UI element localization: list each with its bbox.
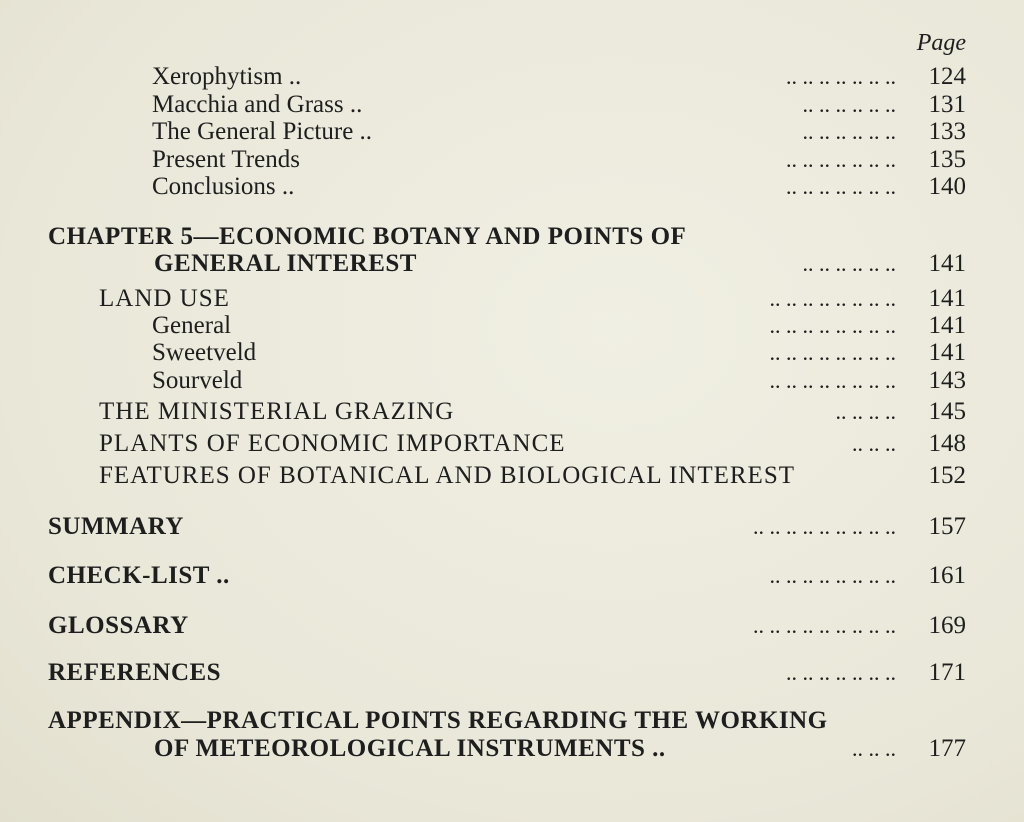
- toc-page-number: 141: [928, 285, 966, 312]
- toc-entry-label: Xerophytism ..: [152, 63, 302, 90]
- toc-leader-dots: .. .. .. .. .. .. .. ..: [769, 286, 896, 311]
- toc-page-number: 148: [928, 430, 966, 457]
- toc-page-number: 135: [928, 146, 966, 173]
- toc-page-number: 143: [928, 367, 966, 394]
- toc-entry-summary: [0, 512, 1024, 542]
- toc-leader-dots: .. .. .. .. .. ..: [802, 92, 896, 117]
- toc-page-number: 169: [928, 612, 966, 639]
- toc-entry-label: SUMMARY: [48, 513, 184, 540]
- toc-page-number: 157: [928, 513, 966, 540]
- toc-page-number: 133: [928, 118, 966, 145]
- toc-entry-sourveld: [0, 366, 1024, 396]
- toc-entry-label: General: [152, 312, 232, 339]
- toc-entry-label: PLANTS OF ECONOMIC IMPORTANCE: [99, 430, 566, 457]
- toc-leader-dots: .. .. .. ..: [835, 399, 896, 424]
- toc-page-number: 141: [928, 312, 966, 339]
- toc-leader-dots: .. .. .. .. .. .. .. .. ..: [753, 613, 896, 638]
- toc-entry-label: THE MINISTERIAL GRAZING: [99, 398, 455, 425]
- toc-page-number: 140: [928, 173, 966, 200]
- toc-leader-dots: .. .. .. .. .. .. .. ..: [769, 368, 896, 393]
- toc-entry-references: [0, 658, 1024, 688]
- toc-entry-label: REFERENCES: [48, 659, 222, 686]
- toc-entry-label: Conclusions ..: [152, 173, 295, 200]
- toc-entry-label: CHAPTER 5—ECONOMIC BOTANY AND POINTS OF: [48, 223, 687, 250]
- toc-page-number: 171: [928, 659, 966, 686]
- toc-leader-dots: .. .. .. .. .. .. .. ..: [769, 340, 896, 365]
- toc-entry-appendix: [0, 706, 1024, 736]
- toc-entry-features-interest: [0, 461, 1024, 491]
- toc-entry-label: LAND USE: [99, 285, 230, 312]
- toc-page-number: 141: [928, 250, 966, 277]
- toc-entry-glossary: [0, 611, 1024, 641]
- toc-entry-plants-economic: [0, 429, 1024, 459]
- toc-entry-macchia: [0, 90, 1024, 120]
- toc-leader-dots: .. .. .. .. .. .. ..: [786, 64, 896, 89]
- toc-entry-ministerial-grazing: [0, 397, 1024, 427]
- toc-entry-general-picture: [0, 117, 1024, 147]
- page-column-header: Page: [916, 30, 966, 56]
- toc-page-number: 141: [928, 339, 966, 366]
- toc-entry-label: OF METEOROLOGICAL INSTRUMENTS ..: [154, 735, 666, 762]
- toc-leader-dots: .. .. .. .. .. .. .. ..: [769, 313, 896, 338]
- toc-entry-present-trends: [0, 145, 1024, 175]
- toc-leader-dots: .. .. .. .. .. ..: [802, 251, 896, 276]
- toc-page-number: 152: [928, 462, 966, 489]
- toc-entry-label: GENERAL INTEREST: [154, 250, 417, 277]
- toc-leader-dots: .. .. .. .. .. .. .. .. ..: [753, 514, 896, 539]
- toc-page-number: 131: [928, 91, 966, 118]
- toc-leader-dots: .. .. .. .. .. ..: [802, 119, 896, 144]
- toc-leader-dots: .. .. .. .. .. .. ..: [786, 174, 896, 199]
- toc-entry-check-list: [0, 561, 1024, 591]
- toc-leader-dots: .. .. ..: [852, 736, 896, 761]
- toc-page-number: 161: [928, 562, 966, 589]
- toc-entry-xerophytism: [0, 62, 1024, 92]
- toc-page-number: 124: [928, 63, 966, 90]
- toc-entry-label: FEATURES OF BOTANICAL AND BIOLOGICAL INTEREST: [99, 462, 796, 489]
- toc-entry-label: APPENDIX—PRACTICAL POINTS REGARDING THE WORKING: [48, 707, 828, 734]
- toc-entry-label: GLOSSARY: [48, 612, 189, 639]
- toc-chapter-5-continued: [0, 249, 1024, 279]
- toc-page-number: 145: [928, 398, 966, 425]
- toc-leader-dots: .. .. .. .. .. .. ..: [786, 147, 896, 172]
- toc-entry-sweetveld: [0, 338, 1024, 368]
- toc-entry-conclusions: [0, 172, 1024, 202]
- toc-entry-label: Sourveld: [152, 367, 243, 394]
- toc-entry-label: The General Picture ..: [152, 118, 373, 145]
- toc-entry-appendix-continued: [0, 734, 1024, 764]
- toc-leader-dots: .. .. .. .. .. .. ..: [786, 660, 896, 685]
- toc-entry-label: Present Trends: [152, 146, 300, 173]
- toc-leader-dots: .. .. .. .. .. .. .. ..: [769, 563, 896, 588]
- toc-leader-dots: .. .. ..: [852, 431, 896, 456]
- toc-entry-general: [0, 311, 1024, 341]
- toc-entry-label: CHECK-LIST ..: [48, 562, 230, 589]
- toc-entry-label: Macchia and Grass ..: [152, 91, 363, 118]
- toc-entry-label: Sweetveld: [152, 339, 257, 366]
- toc-entry-land-use: [0, 284, 1024, 314]
- toc-page-number: 177: [928, 735, 966, 762]
- toc-chapter-5-heading: [0, 222, 1024, 252]
